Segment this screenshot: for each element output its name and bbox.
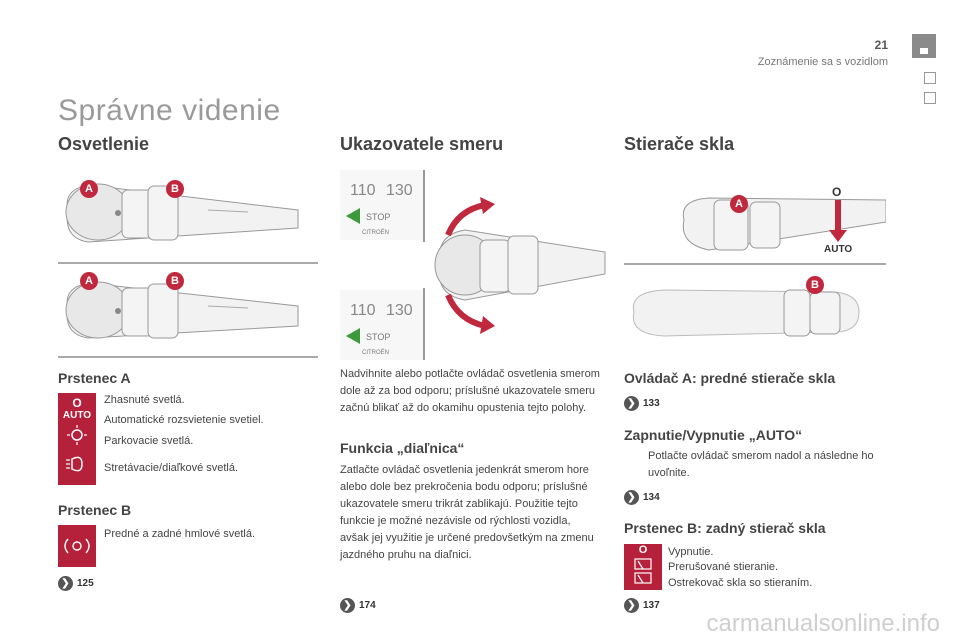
chapter-tab[interactable] [924, 72, 936, 84]
page-title: Správne videnie [58, 94, 281, 127]
ring-a-badge: A [80, 272, 98, 290]
highway-text: Zatlačte ovládač osvetlenia jedenkrát smerom hore alebo dole bez prekročenia bodu odporu; príslušné ukazovatele smeru trikrát zablikajú. Použitie tejto funkcie je možné nezávisle od rýchlosti vozidla, avšak jej využitie je určené predovšetkým na zmenu jazdného pruhu na diaľnici. [340, 464, 594, 561]
lighting-stalk-illustration [58, 170, 318, 350]
off-icon: O [72, 396, 82, 410]
auto-heading: Zapnutie/Vypnutie „AUTO“ [624, 427, 803, 443]
ring-b-wiper-item: Prerušované stieranie. [668, 561, 779, 573]
page-reference-link[interactable]: ❯ 125 [58, 576, 94, 591]
arrow-right-icon: ❯ [624, 396, 639, 411]
chapter-tab[interactable] [924, 92, 936, 104]
ring-b-badge: B [166, 272, 184, 290]
wiper-stalk-illustration [624, 172, 886, 352]
off-icon: O [638, 544, 648, 556]
page-number: 21 [874, 38, 888, 52]
rear-wiper-icon-strip [624, 544, 662, 590]
wiper-auto-label: AUTO [824, 244, 853, 255]
auto-text: Potlačte ovládač smerom nadol a následne ho uvoľnite. [648, 450, 874, 479]
indicator-stalk-illustration [340, 170, 610, 360]
dashboard-110: 110 [350, 302, 376, 319]
control-a-badge: A [730, 195, 748, 213]
control-b-badge: B [806, 276, 824, 294]
ring-a-badge: A [80, 180, 98, 198]
fog-light-icon [58, 525, 96, 567]
dashboard-110: 110 [350, 182, 376, 199]
section-heading-lighting: Osvetlenie [58, 134, 150, 154]
ring-a-icon-strip [58, 393, 96, 485]
ring-b-wiper-item: Ostrekovač skla so stieraním. [668, 577, 813, 589]
ring-a-item: Stretávacie/diaľkové svetlá. [104, 462, 239, 474]
arrow-right-icon: ❯ [340, 598, 355, 613]
page-reference-link[interactable]: ❯ 174 [340, 598, 376, 613]
dashboard-brand: CITROËN [362, 350, 389, 356]
dashboard-brand: CITROËN [362, 230, 389, 236]
ring-a-item: Automatické rozsvietenie svetiel. [104, 414, 264, 426]
ring-b-item: Predné a zadné hmlové svetlá. [104, 528, 256, 540]
dashboard-stop: STOP [366, 212, 391, 222]
page-reference-link[interactable]: ❯ 133 [624, 396, 660, 411]
ring-a-item: Zhasnuté svetlá. [104, 394, 185, 406]
divider [58, 356, 318, 358]
arrow-right-icon: ❯ [624, 598, 639, 613]
watermark: carmanualsonline.info [706, 610, 940, 637]
highway-heading: Funkcia „diaľnica“ [340, 440, 465, 456]
page-reference-link[interactable]: ❯ 137 [624, 598, 660, 613]
ring-b-wiper-item: Vypnutie. [668, 546, 714, 558]
ring-a-item: Parkovacie svetlá. [104, 435, 194, 447]
dashboard-stop: STOP [366, 332, 391, 342]
ring-b-heading: Prstenec B [58, 502, 132, 518]
page-reference-link[interactable]: ❯ 134 [624, 490, 660, 505]
arrow-right-icon: ❯ [58, 576, 73, 591]
chapter-title: Zoznámenie sa s vozidlom [757, 56, 888, 68]
arrow-right-icon: ❯ [624, 490, 639, 505]
dashboard-130: 130 [386, 302, 413, 319]
section-heading-indicators: Ukazovatele smeru [340, 134, 504, 154]
wiper-off-label: O [832, 185, 842, 199]
chapter-tab-active[interactable] [912, 34, 936, 58]
ctrl-a-heading: Ovládač A: predné stierače skla [624, 370, 836, 386]
dashboard-130: 130 [386, 182, 413, 199]
section-heading-wipers: Stierače skla [624, 134, 735, 154]
indicator-text: Nadvihnite alebo potlačte ovládač osvetlenia smerom dole až za bod odporu; príslušné ukazovatele smeru začnú blikať až do okamihu opustenia tejto polohy. [340, 368, 600, 414]
ring-b-badge: B [166, 180, 184, 198]
ring-a-heading: Prstenec A [58, 370, 131, 386]
ring-b-wiper-heading: Prstenec B: zadný stierač skla [624, 520, 826, 536]
lights-icons [58, 421, 96, 481]
divider [58, 262, 318, 264]
auto-icon: AUTO [62, 410, 92, 421]
